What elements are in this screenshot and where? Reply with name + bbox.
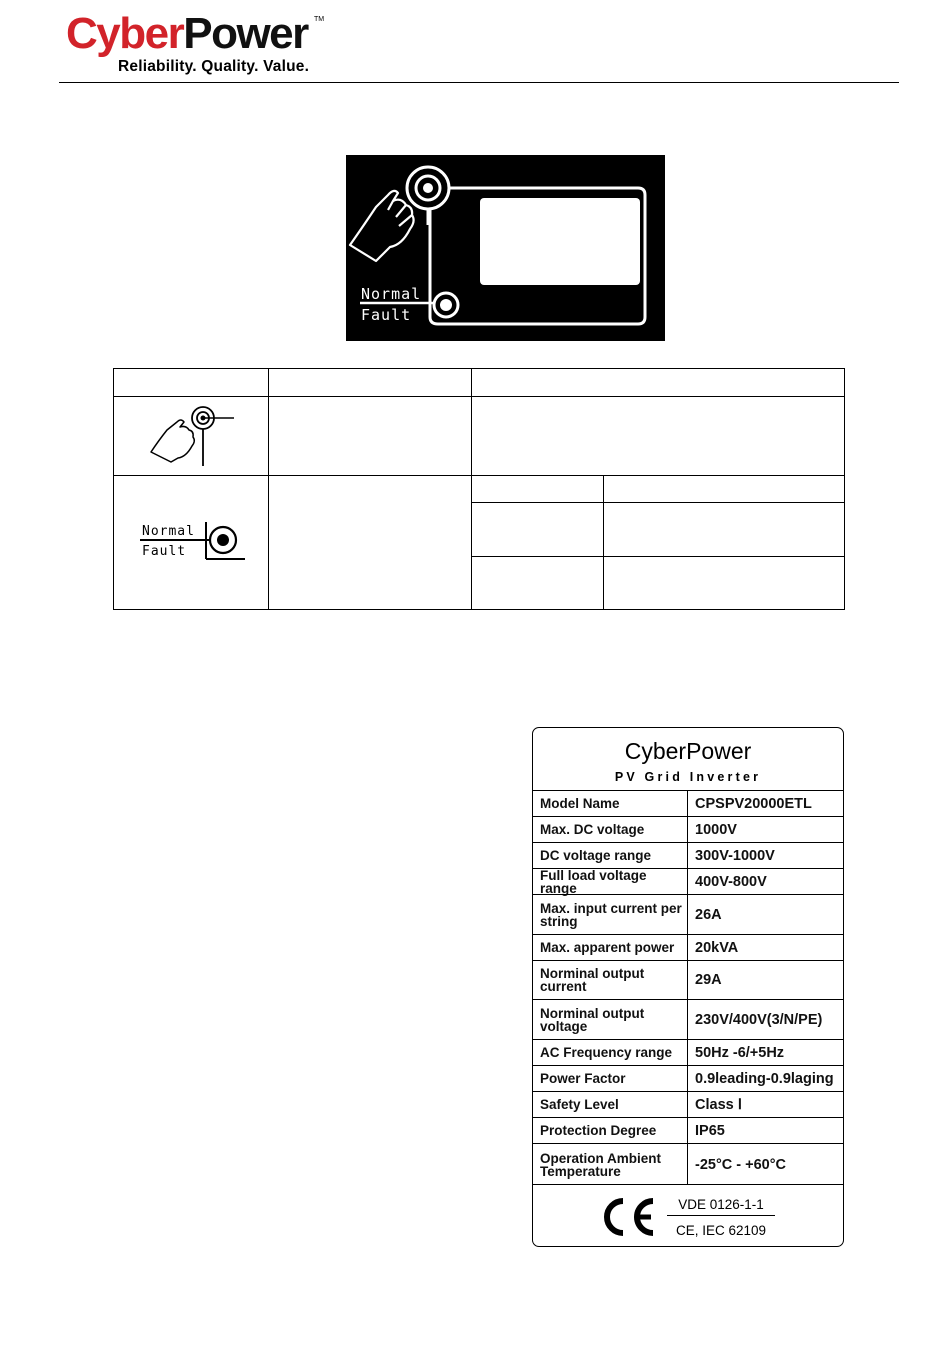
- nameplate-row-value: 26A: [695, 906, 722, 923]
- status-led-icon: [137, 516, 249, 566]
- nameplate-row: [533, 1039, 843, 1065]
- indicator-table: [113, 368, 845, 610]
- nameplate-row-value: 50Hz -6/+5Hz: [695, 1044, 785, 1061]
- nameplate-row-label: Operation Ambient Temperature: [540, 1151, 662, 1179]
- nameplate-row: [533, 868, 843, 894]
- nameplate-row-value: 1000V: [695, 821, 737, 838]
- table-label-fault: Fault: [142, 544, 187, 559]
- nameplate-row: [533, 1117, 843, 1143]
- table-label-normal: Normal: [142, 524, 195, 539]
- panel-label-normal: Normal: [361, 285, 422, 303]
- nameplate-column-divider: [687, 790, 688, 1184]
- nameplate-row-value: 20kVA: [695, 939, 739, 956]
- nameplate-row-value: 29A: [695, 972, 722, 988]
- brand-logo: [66, 8, 308, 60]
- nameplate-row-label: Model Name: [540, 796, 620, 811]
- trademark: TM: [314, 16, 325, 23]
- nameplate-row: [533, 816, 843, 842]
- nameplate-row: [533, 1091, 843, 1117]
- nameplate-row-label: Safety Level: [540, 1097, 619, 1112]
- nameplate-title: CyberPower: [624, 738, 752, 764]
- display-window: [480, 198, 640, 285]
- status-led-icon: [434, 293, 458, 317]
- nameplate-row-label: Max. input current per string: [540, 900, 682, 929]
- control-panel-figure: [346, 155, 665, 341]
- nameplate-row: [533, 934, 843, 960]
- ce-mark-icon: [597, 1193, 657, 1241]
- nameplate-row: [533, 999, 843, 1039]
- nameplate-row-label: DC voltage range: [540, 848, 652, 863]
- nameplate-row-label: Full load voltage range: [540, 867, 647, 896]
- nameplate-label: [532, 727, 844, 1247]
- brand-name-power: Power: [183, 9, 308, 58]
- nameplate-row-value: CPSPV20000ETL: [695, 795, 812, 812]
- nameplate-row: [533, 1065, 843, 1091]
- nameplate-row: [533, 790, 843, 816]
- nameplate-row-value: 400V-800V: [695, 873, 767, 890]
- hand-icon: [350, 191, 414, 261]
- nameplate-row-value: 0.9leading-0.9laging: [695, 1070, 834, 1087]
- brand-tagline: Reliability. Quality. Value.: [118, 58, 310, 75]
- nameplate-row-label: Max. DC voltage: [540, 822, 645, 837]
- cert-standard-vde: VDE 0126-1-1: [678, 1197, 764, 1212]
- nameplate-row: [533, 1143, 843, 1186]
- touch-button-icon: [143, 400, 243, 470]
- nameplate-row-label: Protection Degree: [540, 1123, 657, 1138]
- brand-name-cyber: Cyber: [66, 9, 184, 58]
- nameplate-row-value: 300V-1000V: [695, 847, 775, 864]
- nameplate-row: [533, 842, 843, 868]
- svg-text:CE: CE: [597, 1193, 599, 1194]
- header-divider: [59, 82, 899, 83]
- nameplate-subtitle: PV Grid Inverter: [614, 770, 762, 784]
- cert-divider: [667, 1215, 775, 1216]
- cert-standard-iec: CE, IEC 62109: [675, 1223, 767, 1238]
- panel-label-fault: Fault: [361, 306, 412, 324]
- nameplate-row-value: 230V/400V(3/N/PE): [695, 1011, 823, 1028]
- nameplate-row-value: -25°C - +60°C: [695, 1157, 786, 1173]
- nameplate-row-label: Norminal output current: [540, 966, 645, 994]
- nameplate-row-label: Power Factor: [540, 1071, 626, 1086]
- nameplate-row-label: AC Frequency range: [540, 1045, 673, 1060]
- nameplate-row-value: IP65: [695, 1122, 725, 1139]
- nameplate-row-label: Norminal output voltage: [540, 1005, 645, 1034]
- nameplate-row-label: Max. apparent power: [540, 940, 675, 955]
- nameplate-row-value: Class Ⅰ: [695, 1096, 742, 1113]
- nameplate-row: [533, 894, 843, 934]
- certification-block: [533, 1184, 843, 1247]
- nameplate-row: [533, 960, 843, 999]
